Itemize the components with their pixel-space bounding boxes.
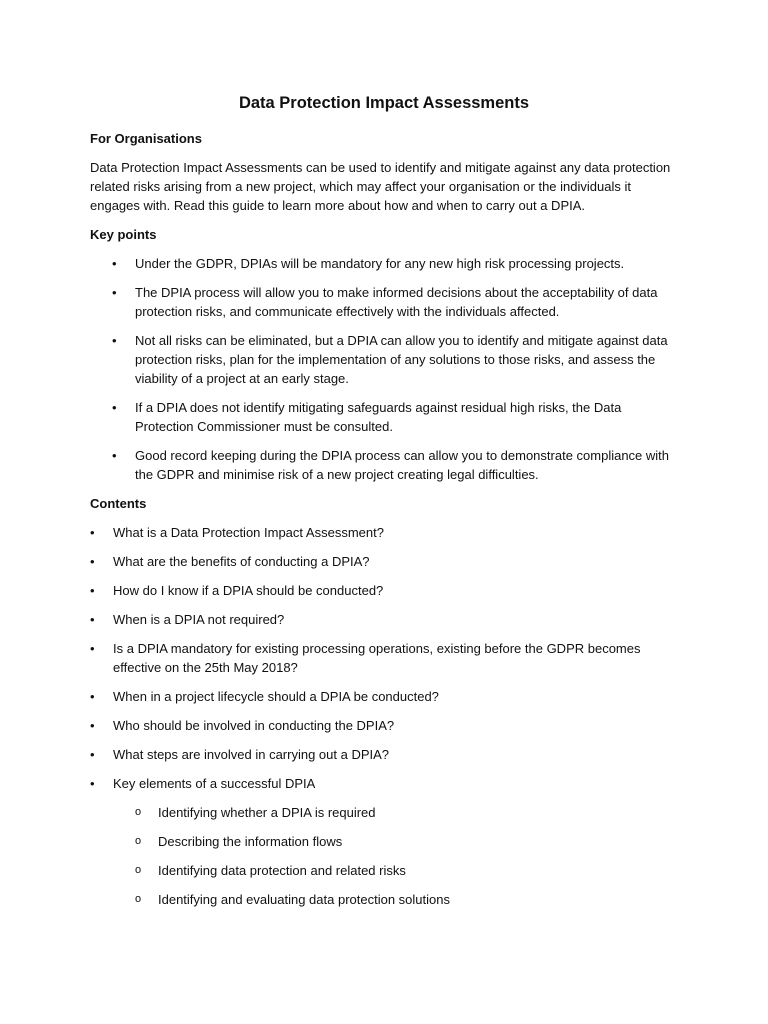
contents-heading: Contents [90, 496, 147, 511]
sub-contents-item [90, 803, 678, 822]
key-point-text: Under the GDPR, DPIAs will be mandatory for any new high risk processing projects. [135, 256, 625, 271]
contents-item-text: What steps are involved in carrying out a DPIA? [113, 747, 390, 762]
key-point-item [90, 283, 678, 321]
bullet-icon: • [90, 554, 95, 569]
contents-item-text: How do I know if a DPIA should be conducted? [113, 583, 384, 598]
key-points-list [90, 254, 678, 484]
contents-item [90, 639, 678, 677]
bullet-icon: • [90, 583, 95, 598]
bullet-icon: • [112, 400, 117, 415]
page-title: Data Protection Impact Assessments [238, 94, 530, 112]
contents-item [90, 687, 678, 706]
sub-contents-item-text: Identifying and evaluating data protection solutions [158, 892, 450, 907]
contents-item-text: When in a project lifecycle should a DPIA be conducted? [113, 689, 439, 704]
contents-item [90, 610, 678, 629]
circle-bullet-icon: o [135, 835, 142, 847]
contents-item-text: When is a DPIA not required? [113, 612, 285, 627]
sub-contents-item-text: Identifying data protection and related risks [158, 863, 406, 878]
bullet-icon: • [90, 776, 95, 791]
bullet-icon: • [90, 612, 95, 627]
bullet-icon: • [112, 333, 117, 348]
sub-contents-item [90, 832, 678, 851]
sub-contents-item-text: Describing the information flows [158, 834, 343, 849]
key-point-text: The DPIA process will allow you to make informed decisions about the acceptability of data protection risks, and communicate effectively with the individuals affected. [135, 285, 658, 319]
audience-heading: For Organisations [90, 131, 202, 146]
sub-contents-item [90, 890, 678, 909]
contents-item [90, 581, 678, 600]
bullet-icon: • [90, 641, 95, 656]
contents-item-text: Who should be involved in conducting the DPIA? [113, 718, 395, 733]
circle-bullet-icon: o [135, 893, 142, 905]
contents-item-text: Is a DPIA mandatory for existing processing operations, existing before the GDPR becomes effective on the 25th May 2018? [113, 641, 641, 675]
bullet-icon: • [90, 718, 95, 733]
contents-item [90, 774, 678, 793]
key-point-item [90, 331, 678, 388]
intro-paragraph: Data Protection Impact Assessments can be used to identify and mitigate against any data protection related risks arising from a new project, which may affect your organisation or the individuals it engages with. Read this guide to learn more about how and when to carry out a DPIA. [90, 160, 671, 213]
bullet-icon: • [90, 689, 95, 704]
sub-contents-list [90, 803, 678, 909]
key-point-item [90, 254, 678, 273]
contents-item [90, 745, 678, 764]
contents-item-text: What are the benefits of conducting a DPIA? [113, 554, 370, 569]
contents-item [90, 523, 678, 542]
contents-item-text: What is a Data Protection Impact Assessment? [113, 525, 384, 540]
contents-item [90, 716, 678, 735]
key-point-text: If a DPIA does not identify mitigating safeguards against residual high risks, the Data Protection Commissioner must be consulted. [135, 400, 622, 434]
key-point-text: Good record keeping during the DPIA process can allow you to demonstrate compliance with the GDPR and minimise risk of a new project creating legal difficulties. [135, 448, 670, 482]
key-point-item [90, 446, 678, 484]
contents-item [90, 552, 678, 571]
circle-bullet-icon: o [135, 806, 142, 818]
circle-bullet-icon: o [135, 864, 142, 876]
sub-contents-item-text: Identifying whether a DPIA is required [158, 805, 376, 820]
bullet-icon: • [90, 525, 95, 540]
bullet-icon: • [112, 256, 117, 271]
bullet-icon: • [112, 448, 117, 463]
sub-contents-item [90, 861, 678, 880]
bullet-icon: • [112, 285, 117, 300]
contents-list [90, 523, 678, 793]
key-point-item [90, 398, 678, 436]
contents-item-text: Key elements of a successful DPIA [113, 776, 316, 791]
key-points-heading: Key points [90, 227, 157, 242]
bullet-icon: • [90, 747, 95, 762]
key-point-text: Not all risks can be eliminated, but a DPIA can allow you to identify and mitigate against data protection risks, plan for the implementation of any solutions to those risks, and assess the viability of a project at an early stage. [135, 333, 668, 386]
